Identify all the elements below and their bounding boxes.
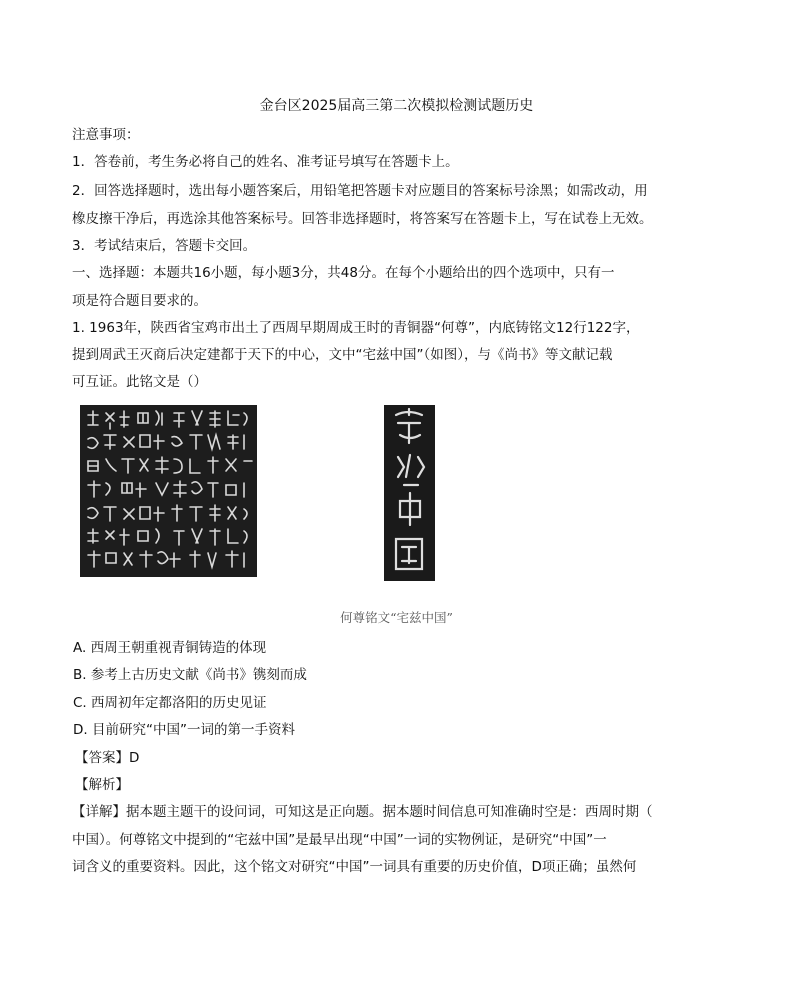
notice-item-1: 1．答卷前，考生务必将自己的姓名、准考证号填写在答题卡上。 (72, 154, 459, 170)
option-a: A. 西周王朝重视青铜铸造的体现 (73, 640, 267, 656)
inscription-rubbing-full-image (80, 405, 257, 577)
analysis-label: 【解析】 (75, 777, 129, 793)
option-d: D. 目前研究“中国”一词的第一手资料 (73, 722, 295, 738)
question-1-line-3: 可互证。此铭文是（） (72, 374, 207, 390)
option-b: B. 参考上古历史文献《尚书》镌刻而成 (73, 667, 307, 683)
question-1-line-2: 提到周武王灭商后决定建都于天下的中心，文中“宅兹中国”（如图），与《尚书》等文献记载 (72, 347, 613, 363)
detail-line-1: 【详解】据本题主题干的设问词，可知这是正向题。据本题时间信息可知准确时空是：西周时期（ (72, 804, 653, 820)
section-heading-line-2: 项是符合题目要求的。 (72, 293, 207, 309)
question-1-line-1: 1. 1963年，陕西省宝鸡市出土了西周早期周成王时的青铜器“何尊”，内底铸铭文12行122字， (72, 320, 640, 336)
answer-label: 【答案】D (75, 750, 140, 766)
figure-caption: 何尊铭文“宅兹中国” (340, 610, 453, 625)
section-heading-line-1: 一、选择题：本题共16小题，每小题3分，共48分。在每个小题给出的四个选项中，只有一 (72, 265, 615, 281)
notice-item-2-line-2: 橡皮擦干净后，再选涂其他答案标号。回答非选择题时，将答案写在答题卡上，写在试卷上无效。 (72, 211, 653, 227)
exam-title: 金台区2025届高三第二次模拟检测试题历史 (259, 98, 534, 114)
option-c: C. 西周初年定都洛阳的历史见证 (73, 695, 267, 711)
detail-line-2: 中国）。何尊铭文中提到的“宅兹中国”是最早出现“中国”一词的实物例证，是研究“中国”一 (72, 832, 607, 848)
detail-line-3: 词含义的重要资料。因此，这个铭文对研究“中国”一词具有重要的历史价值，D项正确；虽然何 (72, 859, 637, 875)
notice-item-3: 3．考试结束后，答题卡交回。 (72, 238, 257, 254)
notice-heading: 注意事项： (72, 127, 140, 143)
inscription-rubbing-detail-image (384, 405, 435, 581)
notice-item-2-line-1: 2．回答选择题时，选出每小题答案后，用铅笔把答题卡对应题目的答案标号涂黑；如需改动，用 (72, 183, 648, 199)
